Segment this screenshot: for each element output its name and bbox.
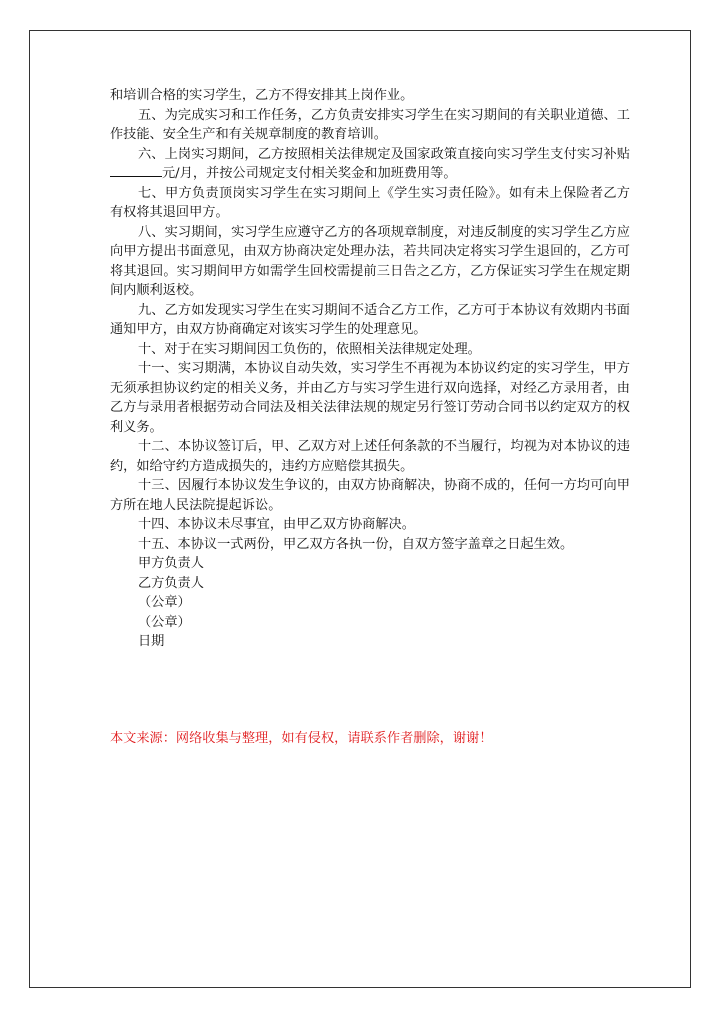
clause-6-text-pre: 六、上岗实习期间，乙方按照相关法律规定及国家政策直接向实习学生支付实习补贴 (138, 146, 630, 162)
clause-6 (110, 145, 630, 184)
party-a-signatory: 甲方负责人 (138, 556, 204, 571)
party-b-signatory: 乙方负责人 (138, 575, 204, 591)
document-body (110, 86, 630, 652)
clause-7: 七、甲方负责顶岗实习学生在实习期间上《学生实习责任险》。如有未上保险者乙方有权将其退回甲方。 (110, 185, 630, 220)
party-a-seal: （公章） (138, 595, 191, 610)
clause-13: 十三、因履行本协议发生争议的，由双方协商解决，协商不成的，任何一方均可向甲方所在地人民法院提起诉讼。 (110, 478, 630, 513)
clause-8: 八、实习期间，实习学生应遵守乙方的各项规章制度，对违反制度的实习学生乙方应向甲方提出书面意见，由双方协商决定处理办法，若共同决定将实习学生退回的，乙方可将其退回。实习期间甲方如需学生回校需提前三日告之乙方，乙方保证实习学生在规定期间内顺利返校。 (110, 224, 630, 298)
clause-10: 十、对于在实习期间因工负伤的，依照相关法律规定处理。 (138, 341, 481, 357)
clause-6-text-post: 元/月，并按公司规定支付相关奖金和加班费用等。 (162, 166, 457, 181)
clause-15: 十五、本协议一式两份，甲乙双方各执一份，自双方签字盖章之日起生效。 (138, 536, 574, 552)
clause-5: 五、为完成实习和工作任务，乙方负责安排实习学生在实习期间的有关职业道德、工作技能、安全生产和有关规章制度的教育培训。 (110, 107, 630, 142)
clause-9: 九、乙方如发现实习学生在实习期间不适合乙方工作，乙方可于本协议有效期内书面通知甲方，由双方协商确定对该实习学生的处理意见。 (110, 302, 630, 337)
source-note: 本文来源：网络收集与整理，如有侵权，请联系作者删除，谢谢！ (110, 731, 493, 746)
signing-date: 日期 (138, 634, 165, 649)
party-b-seal: （公章） (138, 614, 191, 630)
clause-12: 十二、本协议签订后，甲、乙双方对上述任何条款的不当履行，均视为对本协议的违约，如给守约方造成损失的，违约方应赔偿其损失。 (110, 439, 630, 474)
paragraph-continuation: 和培训合格的实习学生，乙方不得安排其上岗作业。 (110, 88, 414, 103)
allowance-amount-blank (110, 164, 162, 177)
clause-11: 十一、实习期满，本协议自动失效，实习学生不再视为本协议约定的实习学生，甲方无须承担协议约定的相关义务，并由乙方与实习学生进行双向选择，对经乙方录用者，由乙方与录用者根据劳动合同法及相关法律法规的规定另行签订劳动合同书以约定双方的权利义务。 (110, 361, 630, 435)
clause-14: 十四、本协议未尽事宜，由甲乙双方协商解决。 (138, 517, 415, 532)
